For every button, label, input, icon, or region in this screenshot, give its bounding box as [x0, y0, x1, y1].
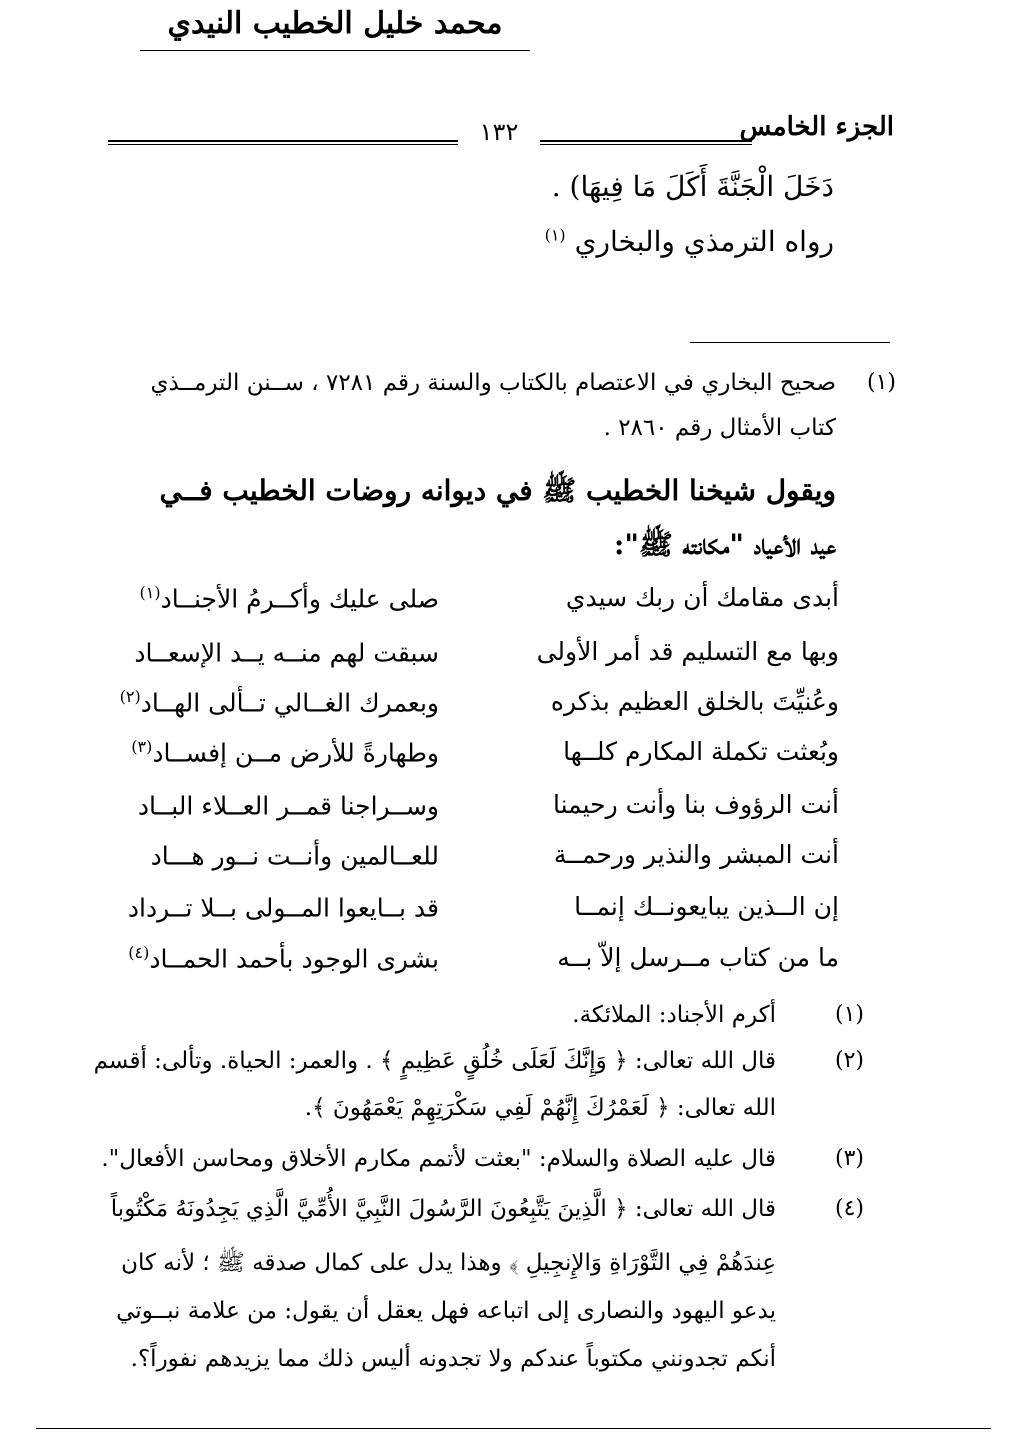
page-number: ١٣٢ — [479, 118, 519, 146]
footnote-number: (١) — [866, 370, 896, 395]
verse-first-hemistich: إن الــذين يبايعونــك إنمــا — [574, 892, 839, 921]
footnote-text: قال عليه الصلاة والسلام: "بعثت لأتمم مكارم الأخلاق ومحاسن الأفعال". — [101, 1146, 776, 1172]
verse-first-hemistich: أبدى مقامك أن ربك سيدي — [565, 583, 839, 612]
verse-first-hemistich: وبها مع التسليم قد أمر الأولى — [536, 637, 839, 666]
footnote-ref: (١) — [139, 583, 161, 602]
text-line: دَخَلَ الْجَنَّةَ أَكَلَ مَا فِيهَا) . — [551, 170, 834, 203]
intro-line: عيد الأعياد "مكانته ﷺ": — [614, 528, 836, 561]
verse-first-hemistich: ما من كتاب مــرسل إلاّ بــه — [557, 943, 839, 972]
footnote-ref: (٣) — [131, 737, 153, 756]
footnote-text: كتاب الأمثال رقم ٢٨٦٠ . — [603, 415, 836, 441]
verse-second-hemistich: للعــالمين وأنــت نــور هـــاد — [150, 841, 439, 871]
verse-second-hemistich: وســراجنا قمــر العــلاء البــاد — [137, 791, 439, 821]
footnote-text: أكرم الأجناد: الملائكة. — [572, 1002, 776, 1028]
verse-first-hemistich: أنت الرؤوف بنا وأنت رحيمنا — [553, 790, 839, 819]
verse-second-hemistich: صلى عليك وأكــرمُ الأجنــاد$^{(١)}$ — [139, 583, 439, 614]
text-line — [545, 225, 834, 258]
footnote-number: (٢) — [834, 1048, 864, 1073]
footnote-text: قال الله تعالى: ﴿ وَإِنَّكَ لَعَلَى خُلُقٍ عَظِيمٍ ﴾ . والعمر: الحياة. وتألى: أقسم — [93, 1048, 776, 1074]
footnote-ref: (٤) — [128, 943, 150, 962]
verse-second-hemistich: قد بــايعوا المــولى بــلا تــرداد — [127, 893, 439, 923]
footnote-number: (٣) — [834, 1146, 864, 1171]
intro-line: ويقول شيخنا الخطيب ﷺ في ديوانه روضات الخطيب فــي — [159, 474, 836, 507]
verse-second-hemistich: وطهارةً للأرض مــن إفســاد$^{(٣)}$ — [131, 737, 439, 768]
footnote-ref: (١) — [544, 225, 566, 245]
verse-first-hemistich: أنت المبشر والنذير ورحمــة — [553, 840, 839, 869]
verse-second-hemistich: سبقت لهم منــه يــد الإسعــاد — [134, 638, 439, 668]
author-name: محمد خليل الخطيب النيدي — [167, 6, 503, 41]
verse-first-hemistich: وبُعثت تكملة المكارم كلــها — [563, 737, 839, 766]
bottom-rule — [36, 1428, 991, 1429]
verse-second-hemistich: وبعمرك الغــالي تــألى الهــاد$^{(٢)}$ — [119, 687, 439, 718]
footnote-text: الله تعالى: ﴿ لَعَمْرُكَ إِنَّهُمْ لَفِي سَكْرَتِهِمْ يَعْمَهُونَ ﴾. — [304, 1095, 776, 1121]
footnote-separator — [690, 342, 890, 343]
verse-second-hemistich: بشرى الوجود بأحمد الحمــاد$^{(٤)}$ — [128, 943, 439, 974]
header-rule-left — [108, 140, 458, 145]
footnote-number: (١) — [834, 1002, 864, 1027]
author-underline — [140, 50, 530, 51]
header-rule-right — [540, 140, 752, 145]
verse-first-hemistich: وعُنيِّتَ بالخلق العظيم بذكره — [550, 687, 839, 716]
footnote-text: صحيح البخاري في الاعتصام بالكتاب والسنة رقم ٧٢٨١ ، ســنن الترمــذي — [150, 370, 836, 396]
footnote-text: أنكم تجدونني مكتوباً عندكم ولا تجدونه أليس ذلك مما يزيدهم نفوراً؟. — [130, 1346, 776, 1372]
footnote-text: عِندَهُمْ فِي التَّوْرَاةِ وَالإِنجِيلِ ﴾ وهذا يدل على كمال صدقه ﷺ ؛ لأنه كان — [121, 1250, 776, 1276]
footnote-text: قال الله تعالى: ﴿ الَّذِينَ يَتَّبِعُونَ الرَّسُولَ النَّبِيَّ الأُمِّيَّ الَّذِي يَجِدُونَهُ مَكْتُوباً — [110, 1196, 776, 1222]
footnote-text: يدعو اليهود والنصارى إلى اتباعه فهل يعقل أن يقول: من علامة نبــوتي — [116, 1298, 776, 1324]
footnote-ref: (٢) — [119, 687, 141, 706]
footnote-number: (٤) — [834, 1196, 864, 1221]
source-text: رواه الترمذي والبخاري — [574, 225, 834, 258]
part-title: الجزء الخامس — [739, 112, 894, 142]
